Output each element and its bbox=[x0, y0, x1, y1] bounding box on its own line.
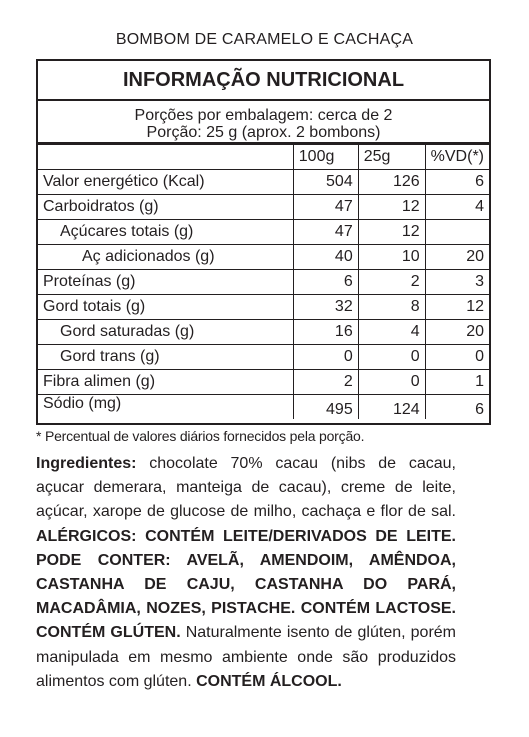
row-vd: 1 bbox=[425, 370, 489, 395]
row-vd: 6 bbox=[425, 395, 489, 420]
row-per100: 47 bbox=[293, 220, 358, 245]
nutrition-table bbox=[38, 142, 489, 419]
portion-info bbox=[38, 101, 489, 142]
table-row bbox=[38, 395, 489, 420]
row-vd: 0 bbox=[425, 345, 489, 370]
table-row bbox=[38, 195, 489, 220]
allergens-statement: ALÉRGICOS: CONTÉM LEITE/DERIVADOS DE LEITE. PODE CONTER: AVELÃ, AMENDOIM, AMÊNDOA, CASTANHA DE CAJU, CASTANHA DO PARÁ, MACADÂMIA, NOZES, PISTACHE. CONTÉM LACTOSE. CONTÉM GLÚTEN. bbox=[36, 527, 456, 642]
row-label: Açúcares totais (g) bbox=[38, 220, 293, 245]
row-per100: 32 bbox=[293, 295, 358, 320]
row-per25: 8 bbox=[358, 295, 425, 320]
row-per100: 2 bbox=[293, 370, 358, 395]
row-per100: 0 bbox=[293, 345, 358, 370]
row-per25: 10 bbox=[358, 245, 425, 270]
footnote: * Percentual de valores diários fornecidos pela porção. bbox=[36, 428, 365, 444]
row-label: Valor energético (Kcal) bbox=[38, 170, 293, 195]
ingredients-label: Ingredientes: bbox=[36, 455, 137, 472]
nutrition-facts-panel bbox=[36, 59, 491, 425]
row-per25: 12 bbox=[358, 195, 425, 220]
header-100g: 100g bbox=[293, 144, 358, 170]
table-header-row bbox=[38, 144, 489, 170]
row-per100: 504 bbox=[293, 170, 358, 195]
row-per25: 12 bbox=[358, 220, 425, 245]
table-row bbox=[38, 270, 489, 295]
row-label: Fibra alimen (g) bbox=[38, 370, 293, 395]
table-row bbox=[38, 320, 489, 345]
gluten-note: Naturalmente isento de glúten, porém manipulada em mesmo ambiente onde são produzidos alimentos com glúten. bbox=[36, 624, 456, 690]
row-per25: 124 bbox=[358, 395, 425, 420]
row-per25: 0 bbox=[358, 370, 425, 395]
row-label: Aç adicionados (g) bbox=[38, 245, 293, 270]
row-vd: 4 bbox=[425, 195, 489, 220]
table-row bbox=[38, 370, 489, 395]
row-per100: 6 bbox=[293, 270, 358, 295]
table-row bbox=[38, 345, 489, 370]
row-per100: 47 bbox=[293, 195, 358, 220]
serving-size: Porção: 25 g (aprox. 2 bombons) bbox=[146, 124, 381, 141]
row-vd: 3 bbox=[425, 270, 489, 295]
row-vd: 12 bbox=[425, 295, 489, 320]
product-name: BOMBOM DE CARAMELO E CACHAÇA bbox=[115, 31, 414, 48]
row-vd bbox=[425, 220, 489, 245]
panel-title: INFORMAÇÃO NUTRICIONAL bbox=[38, 61, 489, 101]
row-per25: 0 bbox=[358, 345, 425, 370]
table-row bbox=[38, 170, 489, 195]
table-row bbox=[38, 245, 489, 270]
row-per25: 4 bbox=[358, 320, 425, 345]
row-per25: 126 bbox=[358, 170, 425, 195]
table-row bbox=[38, 295, 489, 320]
row-label: Gord totais (g) bbox=[38, 295, 293, 320]
row-per100: 16 bbox=[293, 320, 358, 345]
row-vd: 20 bbox=[425, 320, 489, 345]
row-label: Sódio (mg) bbox=[38, 395, 293, 420]
row-label: Gord trans (g) bbox=[38, 345, 293, 370]
ingredients-list: chocolate 70% cacau (nibs de cacau, açucar demerara, manteiga de cacau), creme de leite, açúcar, xarope de glucose de milho, cachaça e flor de sal. bbox=[36, 455, 456, 521]
row-per25: 2 bbox=[358, 270, 425, 295]
row-per100: 40 bbox=[293, 245, 358, 270]
row-label: Proteínas (g) bbox=[38, 270, 293, 295]
header-vd: %VD(*) bbox=[425, 144, 489, 170]
row-label: Carboidratos (g) bbox=[38, 195, 293, 220]
row-vd: 6 bbox=[425, 170, 489, 195]
header-label bbox=[38, 144, 293, 170]
row-vd: 20 bbox=[425, 245, 489, 270]
alcohol-warning: CONTÉM ÁLCOOL. bbox=[196, 672, 342, 690]
row-label: Gord saturadas (g) bbox=[38, 320, 293, 345]
ingredients-text bbox=[36, 452, 456, 694]
table-row bbox=[38, 220, 489, 245]
header-25g: 25g bbox=[358, 144, 425, 170]
row-per100: 495 bbox=[293, 395, 358, 420]
servings-per-package: Porções por embalagem: cerca de 2 bbox=[134, 107, 393, 124]
